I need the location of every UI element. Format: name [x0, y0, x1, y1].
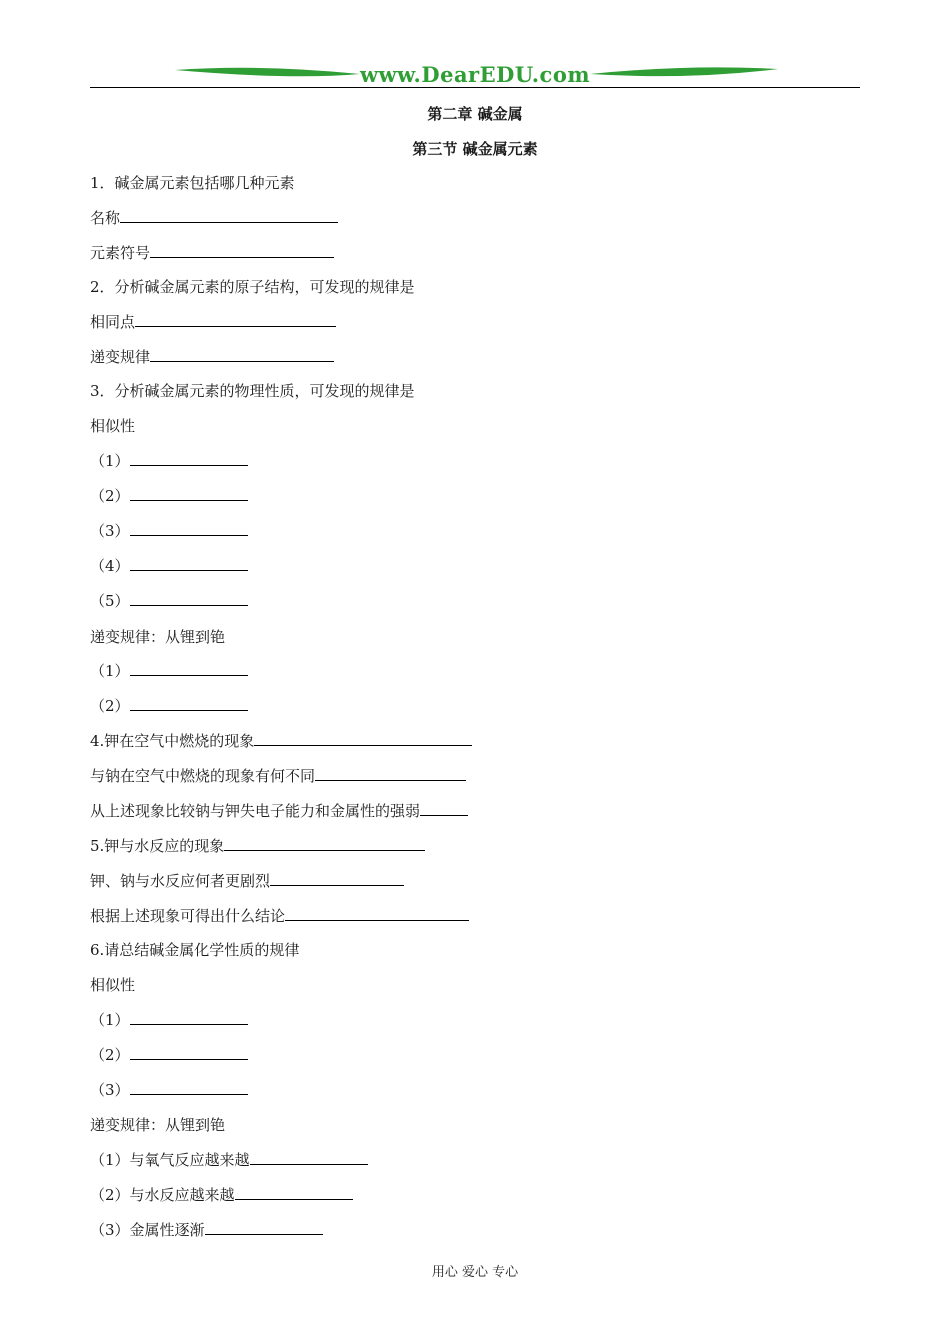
answer-row-common: 相同点 — [90, 311, 336, 333]
answer-blank[interactable] — [315, 765, 466, 781]
question-5-conclusion: 根据上述现象可得出什么结论 — [90, 905, 469, 927]
answer-row-symbol: 元素符号 — [90, 242, 334, 264]
question-4-compare: 与钠在空气中燃烧的现象有何不同 — [90, 765, 466, 787]
answer-blank[interactable] — [130, 1044, 248, 1060]
similarity-item: （3） — [90, 1079, 248, 1101]
question-6: 6.请总结碱金属化学性质的规律 — [90, 941, 300, 959]
answer-blank[interactable] — [130, 1079, 248, 1095]
answer-blank[interactable] — [130, 590, 248, 606]
answer-blank[interactable] — [135, 311, 336, 327]
trend-item: （1） — [90, 660, 248, 682]
answer-blank[interactable] — [254, 730, 472, 746]
trend-item: （2） — [90, 695, 248, 717]
answer-blank[interactable] — [285, 905, 469, 921]
trend-heading: 递变规律：从锂到铯 — [90, 1116, 226, 1134]
trend-item: （2）与水反应越来越 — [90, 1184, 353, 1206]
answer-blank[interactable] — [235, 1184, 353, 1200]
similarity-heading: 相似性 — [90, 976, 136, 994]
page-footer: 用心 爱心 专心 — [431, 1265, 519, 1280]
trend-item: （3）金属性逐渐 — [90, 1219, 323, 1241]
trend-item: （1）与氧气反应越来越 — [90, 1149, 368, 1171]
answer-blank[interactable] — [130, 485, 248, 501]
answer-blank[interactable] — [130, 660, 248, 676]
similarity-item: （2） — [90, 1044, 248, 1066]
question-4-strength: 从上述现象比较钠与钾失电子能力和金属性的强弱 — [90, 800, 468, 822]
header-logo-text: www.DearEDU.com — [359, 62, 591, 87]
similarity-item: （1） — [90, 1009, 248, 1031]
page-header — [90, 60, 860, 90]
similarity-item: （2） — [90, 485, 248, 507]
section-title: 第三节 碱金属元素 — [412, 140, 538, 158]
question-3: 3．分析碱金属元素的物理性质，可发现的规律是 — [90, 382, 415, 400]
chapter-title: 第二章 碱金属 — [427, 105, 523, 123]
answer-row-name: 名称 — [90, 207, 338, 229]
answer-blank[interactable] — [224, 835, 425, 851]
question-2: 2．分析碱金属元素的原子结构，可发现的规律是 — [90, 278, 415, 296]
question-5-compare: 钾、钠与水反应何者更剧烈 — [90, 870, 404, 892]
question-4: 4.钾在空气中燃烧的现象 — [90, 730, 472, 752]
similarity-item: （4） — [90, 555, 248, 577]
answer-blank[interactable] — [270, 870, 404, 886]
answer-blank[interactable] — [150, 346, 334, 362]
similarity-heading: 相似性 — [90, 417, 136, 435]
similarity-item: （5） — [90, 590, 248, 612]
answer-row-trend: 递变规律 — [90, 346, 334, 368]
similarity-item: （3） — [90, 520, 248, 542]
answer-blank[interactable] — [420, 800, 468, 816]
answer-blank[interactable] — [130, 450, 248, 466]
similarity-item: （1） — [90, 450, 248, 472]
answer-blank[interactable] — [120, 207, 338, 223]
answer-blank[interactable] — [205, 1219, 323, 1235]
question-1: 1．碱金属元素包括哪几种元素 — [90, 174, 295, 192]
answer-blank[interactable] — [150, 242, 334, 258]
answer-blank[interactable] — [130, 1009, 248, 1025]
question-5: 5.钾与水反应的现象 — [90, 835, 425, 857]
answer-blank[interactable] — [130, 555, 248, 571]
answer-blank[interactable] — [130, 520, 248, 536]
header-rule — [90, 87, 860, 88]
trend-heading: 递变规律：从锂到铯 — [90, 628, 226, 646]
answer-blank[interactable] — [250, 1149, 368, 1165]
answer-blank[interactable] — [130, 695, 248, 711]
